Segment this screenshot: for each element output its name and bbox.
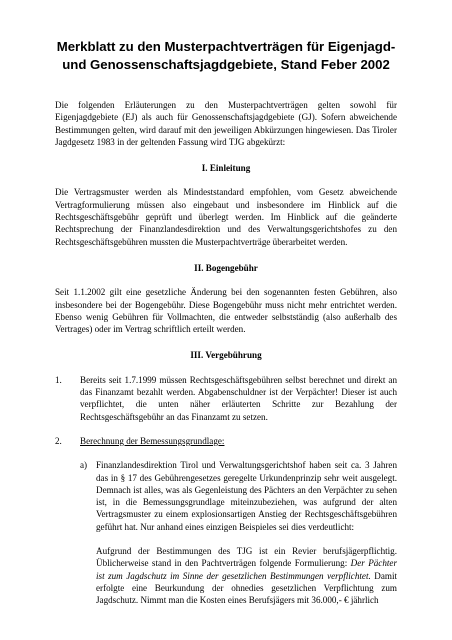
- einleitung-paragraph: Die Vertragsmuster werden als Mindeststandard empfohlen, vom Gesetz abweichende Vertragformulierung müssen also eingebaut und insbesondere im Hinblick auf die Rechtsgeschäftsgebühr geprüft und überlegt werden. Im Hinblick auf die geänderte Rechtsprechung der Finanzlandesdirektion und des Verwaltungsgerichtshofes zu den Rechtsgeschäftsgebühren mussten die Musterpachtverträge überarbeitet werden.: [55, 187, 397, 247]
- example-text-italic: Der Pächter ist zum Jagdschutz im Sinne der gesetzlichen Bestimmungen verpflichtet.: [96, 558, 397, 581]
- list-item-number: 1.: [55, 374, 62, 385]
- sub-item-text: Finanzlandesdirektion Tirol und Verwaltungsgerichtshof haben seit ca. 3 Jahren das in § 17 des Gebührengesetzes geregelte Urkundenprinzip sehr weit ausgelegt. Demnach ist alles, was als Gegenleistung des Pächters an den Verpächter zu sehen ist, in die Bemessungsgrundlage miteinzubeziehen, was aufgrund der alten Vertragsmuster zu einem explosionsartigen Anstieg der Rechtsgeschäftsgebühren geführt hat. Nur anhand eines einzigen Beispieles sei dies verdeutlicht:: [96, 460, 397, 532]
- example-text-end: Damit erfolgte eine Beurkundung der ohnedies gesetzlichen Verpflichtung zum Jagdschutz. Nimmt man die Kosten eines Berufsjägers mit 36.000,- € jährlich: [96, 570, 397, 606]
- title-line-1: Merkblatt zu den Musterpachtverträgen für Eigenjagd-: [56, 39, 396, 54]
- document-body: [55, 99, 397, 607]
- section-heading-bogengebuehr: II. Bogengebühr: [194, 262, 258, 273]
- sub-item-label: a): [80, 460, 88, 471]
- example-paragraph: [96, 545, 397, 606]
- list-item-1: [55, 374, 397, 423]
- sub-item-a: [80, 459, 397, 533]
- list-item-number: 2.: [55, 435, 62, 446]
- list-item-2: [55, 435, 397, 447]
- bogengebuehr-paragraph: Seit 1.1.2002 gilt eine gesetzliche Änderung bei den sogenannten festen Gebühren, also insbesondere bei der Bogengebühr. Diese Bogengebühr muss nicht mehr entrichtet werden. Ebenso wenig Gebühren für Vollmachten, die entweder selbstständig (also außerhalb des Vertrages) oder im Vertrag schriftlich erteilt werden.: [55, 287, 397, 335]
- list-item-text: Berechnung der Bemessungsgrundlage:: [80, 435, 225, 446]
- list-item-text: Bereits seit 1.7.1999 müssen Rechtsgeschäftsgebühren selbst berechnet und direkt an das Finanzamt bezahlt werden. Abgabenschuldner ist der Verpächter! Dieser ist auch verpflichtet, die unten näher erläuterten Schritte zur Bezahlung der Rechtsgeschäftsgebühr an das Finanzamt zu setzen.: [80, 374, 397, 422]
- intro-paragraph: Die folgenden Erläuterungen zu den Musterpachtverträgen gelten sowohl für Eigenjagdgebiete (EJ) als auch für Genossenschaftsjagdgebiete (GJ). Sofern abweichende Bestimmungen gelten, wird darauf mit den jeweiligen Abkürzungen hingewiesen. Das Tiroler Jagdgesetz 1983 in der geltenden Fassung wird TJG abgekürzt:: [55, 100, 397, 147]
- title-line-2: und Genossenschaftsjagdgebiete, Stand Feber 2002: [62, 57, 390, 72]
- document-title: [40, 38, 412, 74]
- section-heading-vergebuehrung: III. Vergebührung: [190, 350, 262, 361]
- example-text-start: Aufgrund der Bestimmungen des TJG ist ein Revier berufsjägerpflichtig. Üblicherweise stand in den Pachtverträgen folgende Formulierung:: [96, 546, 397, 569]
- section-heading-einleitung: I. Einleitung: [201, 163, 251, 174]
